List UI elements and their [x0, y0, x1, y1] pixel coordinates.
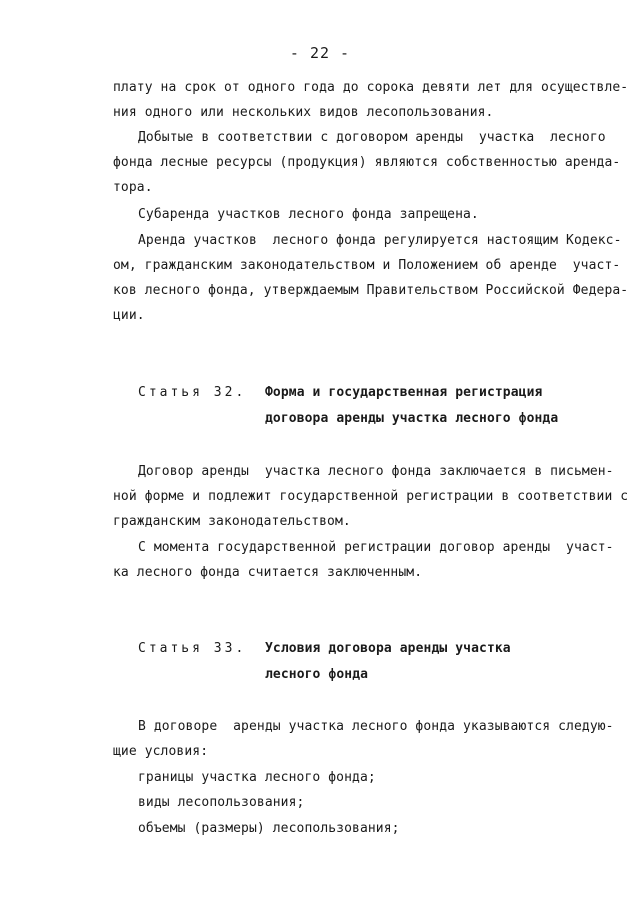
paragraph-line: Субаренда участков лесного фонда запрещена. [138, 207, 479, 222]
article-32-label: Статья 32. [138, 385, 247, 400]
paragraph-line: щие условия: [113, 744, 209, 759]
list-item: границы участка лесного фонда; [138, 770, 376, 785]
paragraph-line: ка лесного фонда считается заключенным. [113, 565, 423, 580]
page-number: - 22 - [289, 44, 351, 62]
article-32-title-line: Форма и государственная регистрация [265, 385, 543, 400]
paragraph-line: ния одного или нескольких видов лесопользования. [113, 105, 494, 120]
paragraph-line: ом, гражданским законодательством и Положением об аренде участ- [113, 258, 621, 273]
paragraph-line: гражданским законодательством. [113, 514, 351, 529]
paragraph-line: Аренда участков лесного фонда регулируется настоящим Кодекс- [138, 233, 622, 248]
list-item: объемы (размеры) лесопользования; [138, 821, 400, 836]
paragraph-line: фонда лесные ресурсы (продукция) являются собственностью арендa- [113, 155, 621, 170]
paragraph-line: ков лесного фонда, утверждаемым Правительством Российской Федера- [113, 283, 629, 298]
paragraph-line: Добытые в соответствии с договором аренды участка лесного [138, 130, 606, 145]
article-33-title-line: Условия договора аренды участка [265, 641, 511, 656]
list-item: виды лесопользования; [138, 795, 305, 810]
paragraph-line: ной форме и подлежит государственной регистрации в соответствии с [113, 489, 629, 504]
paragraph-line: С момента государственной регистрации договор аренды участ- [138, 540, 614, 555]
article-33-label: Статья 33. [138, 641, 247, 656]
paragraph-line: Договор аренды участка лесного фонда заключается в письмен- [138, 464, 614, 479]
paragraph-line: тора. [113, 180, 153, 195]
paragraph-line: ции. [113, 308, 145, 323]
article-32-title-line: договора аренды участка лесного фонда [265, 411, 559, 426]
paragraph-line: В договоре аренды участка лесного фонда указываются следую- [138, 719, 614, 734]
paragraph-line: плату на срок от одного года до сорока девяти лет для осуществле- [113, 80, 629, 95]
article-33-title-line: лесного фонда [265, 667, 369, 682]
